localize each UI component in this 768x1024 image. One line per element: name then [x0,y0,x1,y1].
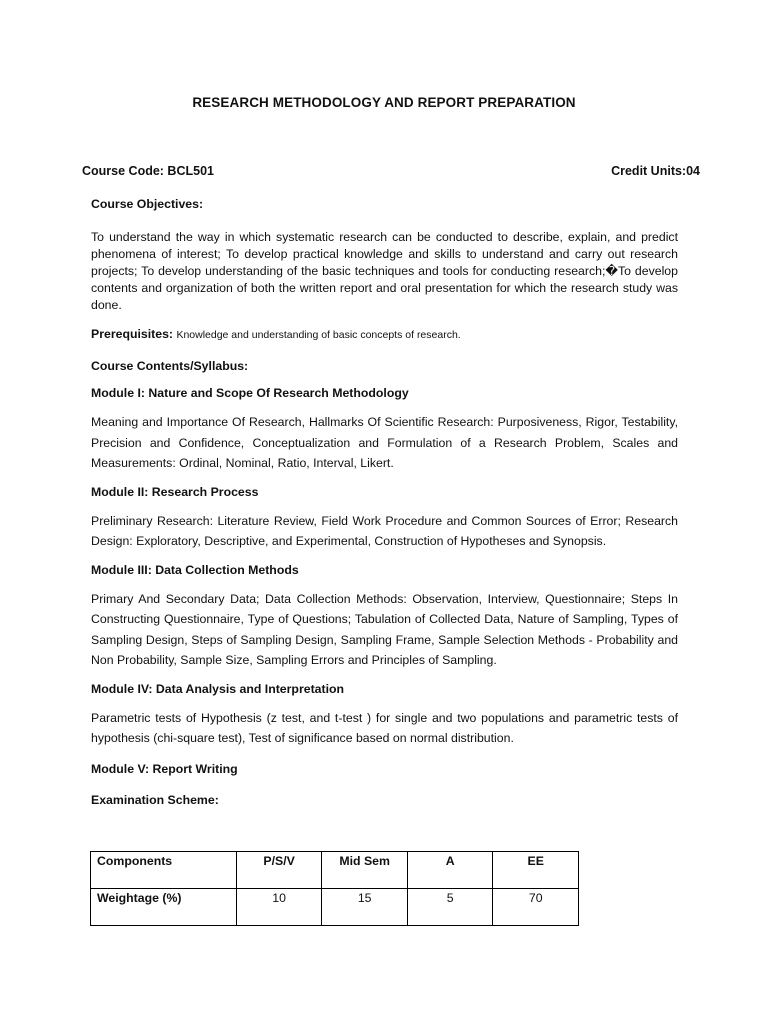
table-header-cell: Components [91,852,237,889]
document-title: RESEARCH METHODOLOGY AND REPORT PREPARATION [192,95,576,110]
table-header-cell: Mid Sem [322,852,408,889]
course-meta-row [82,164,700,178]
syllabus-heading: Course Contents/Syllabus: [91,359,249,373]
objectives-heading: Course Objectives: [91,197,204,211]
module-2-text: Preliminary Research: Literature Review, Field Work Procedure and Common Sources of Error; Research Design: Exploratory, Descriptive, and Experimental, Construction of Hypotheses and Synopsis. [91,513,678,548]
exam-scheme-table [90,851,579,926]
table-row [91,889,579,926]
table-header-row [91,852,579,889]
module-4-heading: Module IV: Data Analysis and Interpretation [91,681,345,696]
table-cell: 15 [322,889,408,926]
module-4-text: Parametric tests of Hypothesis (z test, and t-test ) for single and two populations and parametric tests of hypothesis (chi-square test), Test of significance based on normal distribution. [91,710,678,745]
table-header-cell: EE [493,852,579,889]
table-header-cell: A [407,852,493,889]
table-cell: Weightage (%) [91,889,237,926]
table-header-cell: P/S/V [236,852,322,889]
prerequisites-label: Prerequisites: [91,327,174,341]
module-5-heading: Module V: Report Writing [91,761,238,776]
module-1-text: Meaning and Importance Of Research, Hallmarks Of Scientific Research: Purposiveness, Rigor, Testability, Precision and Confidence, Conceptualization and Formulation of a Research Problem, Scales and Measurements: Ordinal, Nominal, Ratio, Interval, Likert. [91,415,678,470]
table-cell: 70 [493,889,579,926]
module-2-heading: Module II: Research Process [91,484,259,499]
document-body [91,196,678,809]
prerequisites-text: Knowledge and understanding of basic concepts of research. [176,329,461,341]
course-code: Course Code: BCL501 [82,164,214,178]
module-1-heading: Module I: Nature and Scope Of Research Methodology [91,386,409,400]
table-cell: 10 [236,889,322,926]
objectives-text: To understand the way in which systematic research can be conducted to describe, explain, and predict phenomena of interest; To develop practical knowledge and skills to understand and carry out research projects; To develop understanding of the basic techniques and tools for conducting research;�To develop contents and organization of both the written report and oral presentation for which the research study was done. [91,230,678,312]
module-3-text: Primary And Secondary Data; Data Collection Methods: Observation, Interview, Questionnaire; Steps In Constructing Questionnaire, Type of Questions; Tabulation of Collected Data, Nature of Sampling, Types of Sampling Design, Steps of Sampling Design, Sampling Frame, Sample Selection Methods - Probability and Non Probability, Sample Size, Sampling Errors and Principles of Sampling. [91,591,678,667]
credit-units: Credit Units:04 [611,164,700,178]
prerequisites [91,326,678,344]
table-cell: 5 [407,889,493,926]
exam-heading: Examination Scheme: [91,792,219,807]
module-3-heading: Module III: Data Collection Methods [91,562,299,577]
